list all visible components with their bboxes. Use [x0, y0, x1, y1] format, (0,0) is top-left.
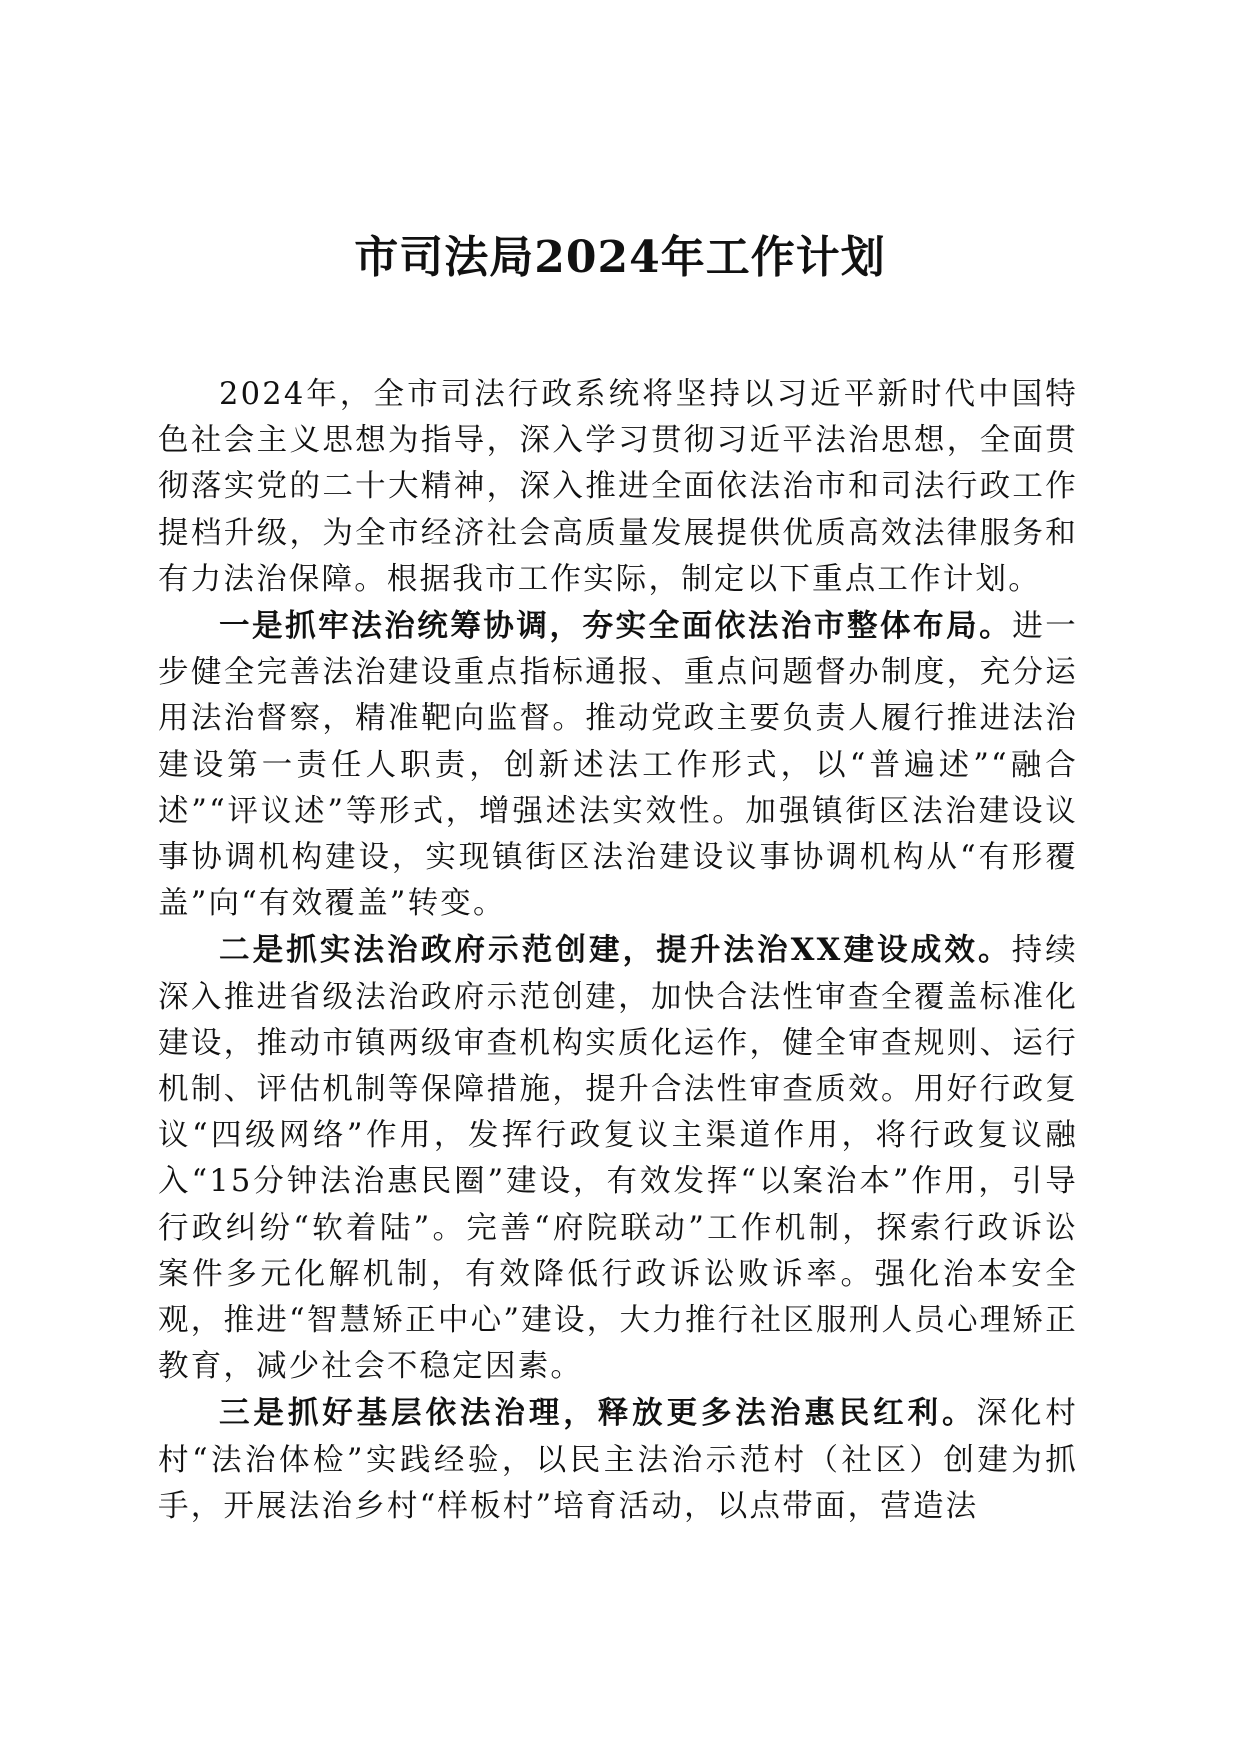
paragraph-point-3 — [158, 1390, 1078, 1530]
document-body — [158, 372, 1078, 1530]
document-title: 市司法局2024年工作计划 — [354, 232, 886, 283]
paragraph-lead: 一是抓牢法治统筹协调，夯实全面依法治市整体布局。 — [219, 608, 1013, 645]
paragraph-lead: 二是抓实法治政府示范创建，提升法治XX建设成效。 — [219, 932, 1012, 969]
paragraph-text: 进一步健全完善法治建设重点指标通报、重点问题督办制度，充分运用法治督察，精准靶向监督。推动党政主要负责人履行推进法治建设第一责任人职责，创新述法工作形式，以“普遍述”“融合述”“评议述”等形式，增强述法实效性。加强镇街区法治建设议事协调机构建设，实现镇街区法治建设议事协调机构从“有形覆盖”向“有效覆盖”转变。 — [158, 609, 1078, 922]
paragraph-point-1 — [158, 603, 1078, 927]
paragraph-point-2 — [158, 927, 1078, 1390]
paragraph-text: 持续深入推进省级法治政府示范创建，加快合法性审查全覆盖标准化建设，推动市镇两级审查机构实质化运作，健全审查规则、运行机制、评估机制等保障措施，提升合法性审查质效。用好行政复议“四级网络”作用，发挥行政复议主渠道作用，将行政复议融入“15分钟法治惠民圈”建设，有效发挥“以案治本”作用，引导行政纠纷“软着陆”。完善“府院联动”工作机制，探索行政诉讼案件多元化解机制，有效降低行政诉讼败诉率。强化治本安全观，推进“智慧矫正中心”建设，大力推行社区服刑人员心理矫正教育，减少社会不稳定因素。 — [158, 933, 1078, 1385]
paragraph-text: 深化村村“法治体检”实践经验，以民主法治示范村（社区）创建为抓手，开展法治乡村“样板村”培育活动，以点带面，营造法 — [158, 1396, 1078, 1524]
paragraph-intro — [158, 372, 1078, 603]
paragraph-text: 2024年，全市司法行政系统将坚持以习近平新时代中国特色社会主义思想为指导，深入学习贯彻习近平法治思想，全面贯彻落实党的二十大精神，深入推进全面依法治市和司法行政工作提档升级，为全市经济社会高质量发展提供优质高效法律服务和有力法治保障。根据我市工作实际，制定以下重点工作计划。 — [158, 377, 1078, 597]
paragraph-lead: 三是抓好基层依法治理，释放更多法治惠民红利。 — [219, 1395, 977, 1432]
